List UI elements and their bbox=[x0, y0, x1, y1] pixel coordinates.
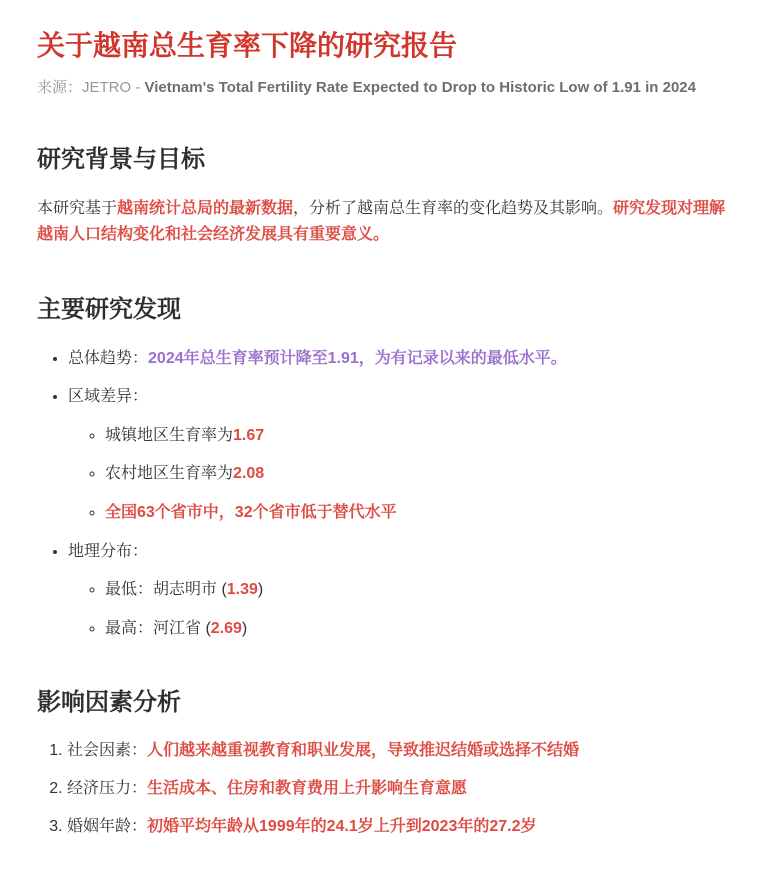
source-article-title: Vietnam's Total Fertility Rate Expected to Drop to Historic Low of 1.91 in 2024 bbox=[144, 79, 696, 97]
findings-list bbox=[37, 346, 735, 642]
list-item-urban-rate bbox=[105, 423, 735, 449]
list-item-rural-rate bbox=[105, 461, 735, 487]
economic-pressure-value: 生活成本、住房和教育费用上升影响生育意愿 bbox=[147, 780, 468, 798]
background-paragraph bbox=[37, 196, 735, 249]
section-heading-factors: 影响因素分析 bbox=[37, 689, 181, 717]
source-line bbox=[37, 77, 735, 98]
list-item-geographic-distribution bbox=[68, 539, 735, 642]
list-item-marriage-age bbox=[67, 814, 735, 840]
marriage-age-value: 初婚平均年龄从1999年的24.1岁上升到2023年的27.2岁 bbox=[147, 817, 537, 835]
lowest-rate-value: 1.39 bbox=[226, 581, 258, 599]
factors-list bbox=[37, 738, 735, 839]
social-factor-label: 社会因素： bbox=[67, 742, 148, 760]
list-item-highest-rate bbox=[105, 616, 735, 642]
overall-trend-value: 2024年总生育率预计降至1.91，为有记录以来的最低水平。 bbox=[148, 349, 567, 367]
rural-rate-value: 2.08 bbox=[233, 465, 265, 483]
marriage-age-label: 婚姻年龄： bbox=[67, 817, 148, 835]
page-title: 关于越南总生育率下降的研究报告 bbox=[37, 30, 458, 61]
list-item-lowest-rate bbox=[105, 577, 735, 603]
rural-rate-text: 农村地区生育率为 bbox=[105, 465, 234, 483]
national-provinces-highlight: 全国63个省市中，32个省市低于替代水平 bbox=[105, 503, 397, 521]
highest-rate-paren: ) bbox=[241, 619, 248, 637]
list-item-national-provinces bbox=[105, 500, 735, 526]
background-analysis-text: ，分析了越南总生育率的变化趋势及其影响。 bbox=[293, 199, 614, 217]
section-heading-background: 研究背景与目标 bbox=[37, 146, 205, 174]
lowest-rate-paren: ) bbox=[257, 581, 264, 599]
source-label: 来源：JETRO - bbox=[37, 79, 145, 97]
list-item-economic-pressure bbox=[67, 776, 735, 802]
urban-rate-text: 城镇地区生育率为 bbox=[105, 426, 234, 444]
geographic-sublist bbox=[68, 577, 735, 641]
economic-pressure-label: 经济压力： bbox=[67, 780, 148, 798]
list-item-social-factor bbox=[67, 738, 735, 764]
lowest-rate-text: 最低：胡志明市 ( bbox=[105, 581, 227, 599]
background-data-source-highlight: 越南统计总局的最新数据 bbox=[117, 199, 294, 217]
section-heading-findings: 主要研究发现 bbox=[37, 296, 181, 324]
list-item-overall-trend bbox=[68, 346, 735, 372]
regional-sublist bbox=[68, 423, 735, 526]
background-significance-highlight: 研究发现对理解越南人口结构变化和社会经济发展具有重要意义。 bbox=[37, 199, 726, 243]
highest-rate-value: 2.69 bbox=[210, 619, 242, 637]
regional-difference-label: 区域差异： bbox=[68, 388, 149, 406]
background-intro-text: 本研究基于 bbox=[37, 199, 118, 217]
social-factor-value: 人们越来越重视教育和职业发展，导致推迟结婚或选择不结婚 bbox=[147, 742, 580, 760]
highest-rate-text: 最高：河江省 ( bbox=[105, 619, 211, 637]
list-item-regional-difference bbox=[68, 384, 735, 525]
geographic-distribution-label: 地理分布： bbox=[68, 542, 149, 560]
overall-trend-label: 总体趋势： bbox=[68, 349, 149, 367]
urban-rate-value: 1.67 bbox=[233, 426, 265, 444]
